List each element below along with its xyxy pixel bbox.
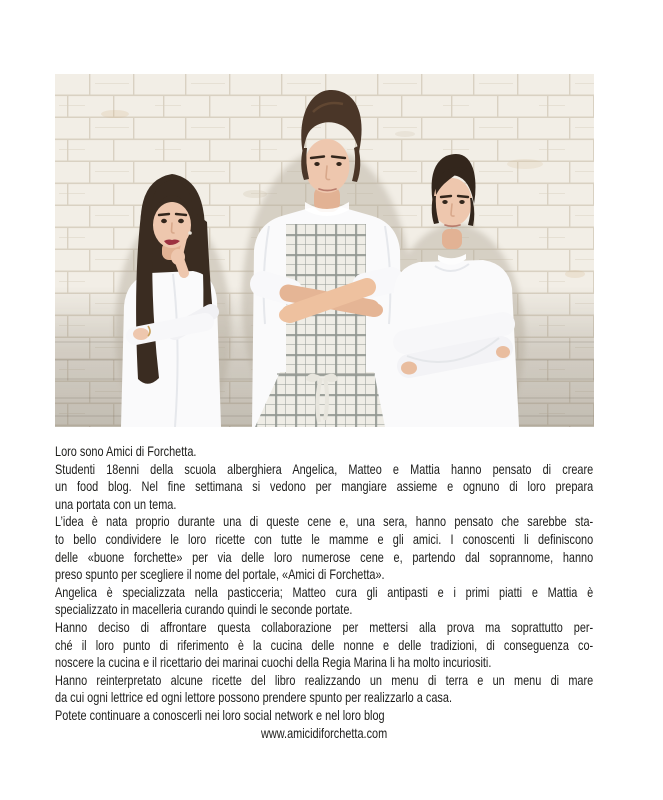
website-url[interactable]: www.amicidiforchetta.com: [260, 724, 388, 741]
article-line: delle «buone forchette» per via delle loro numerose cene e, partendo dal soprannome, hanno: [55, 548, 594, 565]
photo-illustration: [55, 74, 594, 427]
article-line: L’idea è nata proprio durante una di queste cene e, una sera, hanno pensato che sarebbe sta-: [55, 513, 594, 530]
article-line: to bello condividere le loro ricette con tutte le mamme e gli amici. I conoscenti li definiscono: [55, 530, 594, 547]
article-line: una portata con un tema.: [55, 495, 177, 512]
photo-three-chefs: [55, 74, 594, 427]
article-line: Hanno deciso di affrontare questa collaborazione per mettersi alla prova ma soprattutto per-: [55, 618, 594, 635]
article-text: [55, 443, 593, 742]
article-line: ché il loro punto di riferimento è la cucina delle nonne e delle tradizioni, di conseguenza co-: [55, 636, 594, 653]
article-lines: [55, 443, 593, 725]
article-line: noscere la cucina e il ricettario dei marinai cuochi della Regia Marina li ha molto incuriositi.: [55, 654, 492, 671]
article-line: Studenti 18enni della scuola alberghiera Angelica, Matteo e Mattia hanno pensato di creare: [55, 460, 594, 477]
article-line: preso spunto per scegliere il nome del portale, «Amici di Forchetta».: [55, 566, 385, 583]
article-line: Loro sono Amici di Forchetta.: [55, 443, 197, 459]
article-line: specializzato in macelleria curando quindi le seconde portate.: [55, 601, 353, 618]
earring: [188, 231, 192, 235]
article-line: da cui ogni lettrice ed ogni lettore possono prendere spunto per realizzarlo a casa.: [55, 689, 453, 706]
article-line: Hanno reinterpretato alcune ricette del libro realizzando un menu di terra e un menu di mare: [55, 671, 594, 688]
article-line: Potete continuare a conoscerli nei loro social network e nel loro blog: [55, 706, 385, 723]
article-line: Angelica è specializzata nella pasticceria; Matteo cura gli antipasti e i primi piatti e Mattia è: [55, 583, 594, 600]
article-line: un food blog. Nel fine settimana si vedono per mangiare assieme e ognuno di loro prepara: [55, 478, 594, 495]
